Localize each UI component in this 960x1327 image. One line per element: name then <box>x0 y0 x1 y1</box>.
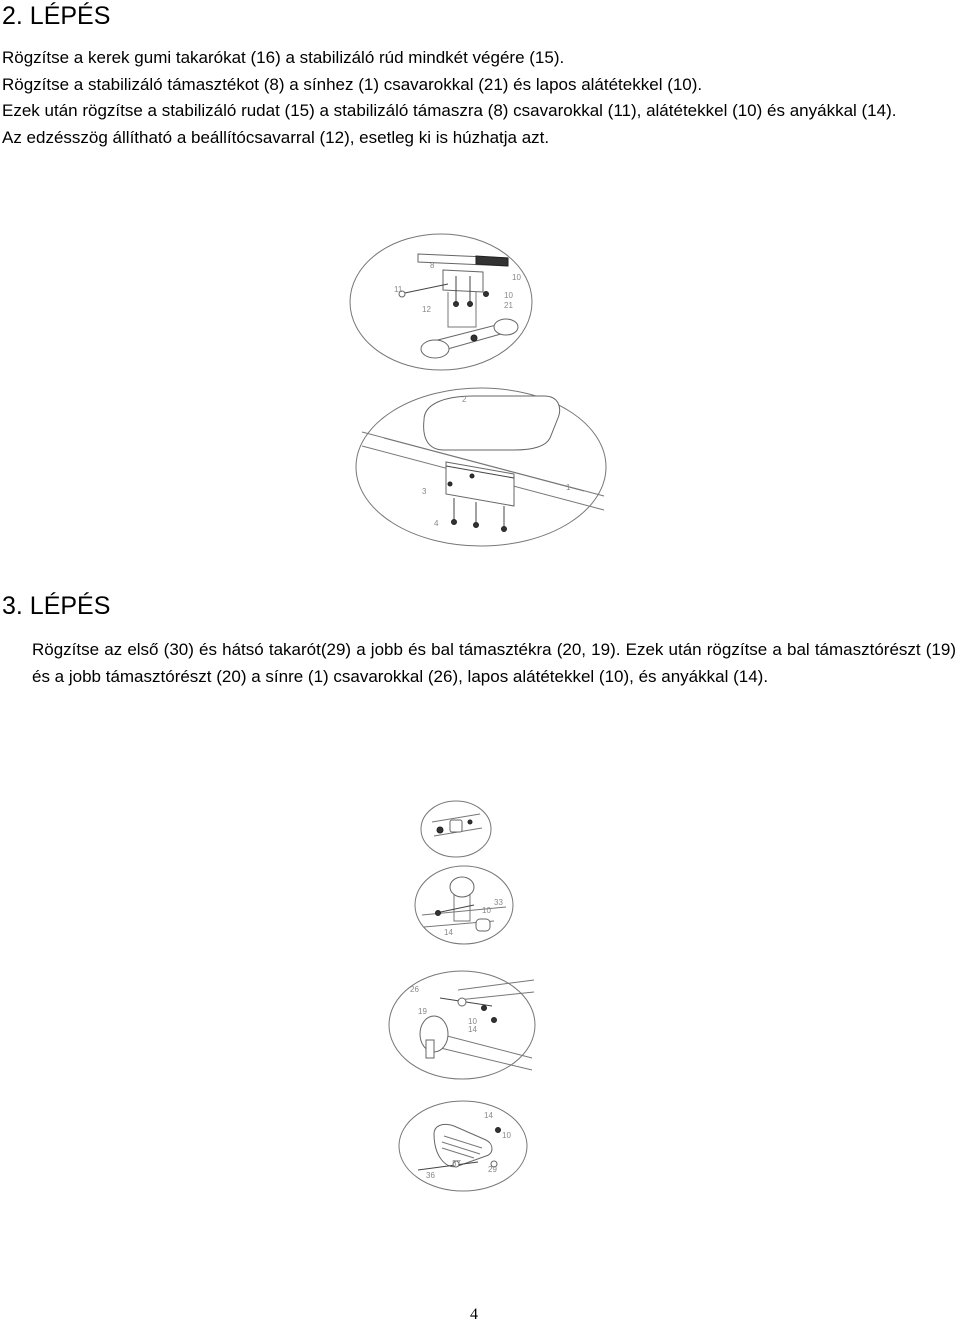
label-36: 36 <box>426 1171 435 1180</box>
seat-pad <box>424 396 560 450</box>
foot-pedal <box>434 1124 492 1166</box>
label-10: 10 <box>502 1131 511 1140</box>
label-12: 12 <box>422 305 431 314</box>
footplate-diagram <box>398 1100 528 1192</box>
wheel <box>450 877 474 897</box>
left-support-diagram <box>388 970 536 1080</box>
label-26: 26 <box>410 985 419 994</box>
page-number: 4 <box>470 1306 478 1323</box>
label-3: 3 <box>422 487 427 496</box>
rubber-cap-left <box>421 340 449 358</box>
label-8: 8 <box>430 261 435 270</box>
label-1: 1 <box>566 483 571 492</box>
step2-line-1: Rögzítse a kerek gumi takarókat (16) a stabilizáló rúd mindkét végére (15). <box>2 48 565 67</box>
step2-instructions <box>2 45 957 151</box>
label-10: 10 <box>482 906 491 915</box>
rubber-cap-right <box>494 319 518 335</box>
label-4: 4 <box>434 519 439 528</box>
stabilizer-assembly-diagram <box>348 232 534 372</box>
label-29: 29 <box>488 1165 497 1174</box>
end-cap-detail-diagram <box>420 800 492 858</box>
step3-heading: 3. LÉPÉS <box>2 592 111 620</box>
step3-instructions: Rögzítse az első (30) és hátsó takarót(29) a jobb és bal támasztékra (20, 19). Ezek után rögzítse a bal támasztórészt (19) és a jobb támasztórészt (20) a sínre (1) csavarokkal (26), lapos alátétekkel (10), és anyákkal (14). <box>32 640 956 686</box>
step2-line-4: Az edzésszög állítható a beállítócsavarral (12), esetleg ki is húzhatja azt. <box>2 127 550 147</box>
seat-bracket <box>446 462 514 506</box>
step2-heading: 2. LÉPÉS <box>2 2 111 30</box>
end-cap <box>476 919 490 931</box>
seat-bracket-diagram <box>354 386 608 548</box>
support-bracket <box>443 270 483 292</box>
label-10-top: 10 <box>512 273 521 282</box>
step2-line-2: Rögzítse a stabilizáló támasztékot (8) a sínhez (1) csavarokkal (21) és lapos alátétekkel (10). <box>2 74 703 94</box>
label-21: 21 <box>504 301 513 310</box>
label-14: 14 <box>484 1111 493 1120</box>
label-19: 19 <box>418 1007 427 1016</box>
label-14: 14 <box>468 1025 477 1034</box>
seat-block <box>476 256 508 266</box>
support-post <box>448 292 476 327</box>
label-11: 11 <box>394 285 403 294</box>
label-37: 37 <box>452 1159 461 1168</box>
label-10-mid: 10 <box>504 291 513 300</box>
rear-support-diagram <box>414 865 514 945</box>
label-33: 33 <box>494 898 503 907</box>
label-14: 14 <box>444 928 453 937</box>
label-2: 2 <box>462 395 467 404</box>
label-10: 10 <box>468 1017 477 1026</box>
step2-line-3: Ezek után rögzítse a stabilizáló rudat (15) a stabilizáló támaszra (8) csavarokkal (11), alátétekkel (10) és anyákkal (14). <box>2 101 897 120</box>
adjusting-screw <box>400 284 448 294</box>
